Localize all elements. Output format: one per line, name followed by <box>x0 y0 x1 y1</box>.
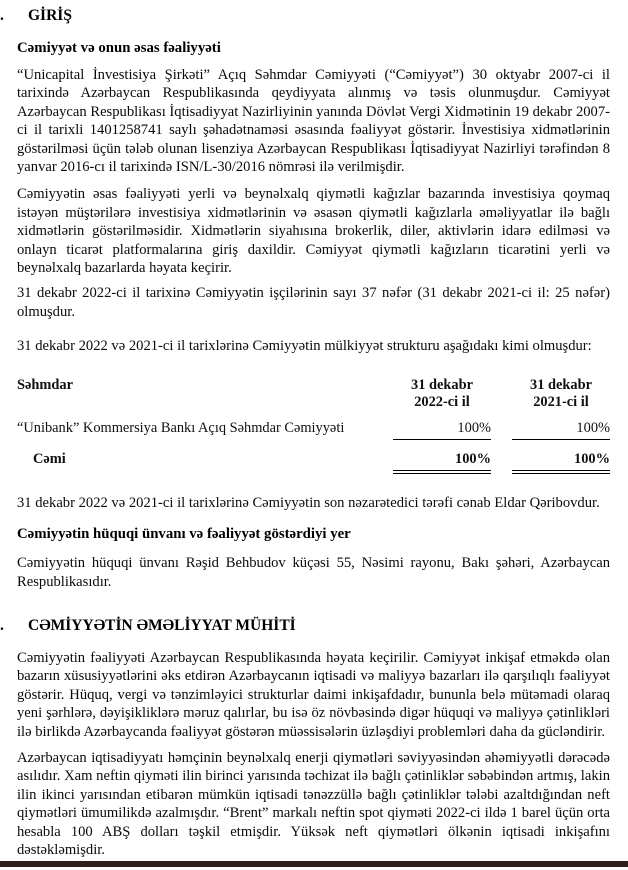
table-header-2021 <box>512 377 610 411</box>
page-bottom-bar <box>0 861 628 867</box>
table-header-2021-line2: 2021-ci il <box>533 393 589 410</box>
unibank-value-2021: 100% <box>512 420 610 440</box>
section-1-number-period: . <box>0 7 4 24</box>
section-2-title: CƏMİYYƏTİN ƏMƏLİYYAT MÜHİTİ <box>28 616 296 634</box>
section-1-title: GİRİŞ <box>28 7 72 24</box>
table-header-2022 <box>393 377 491 411</box>
total-value-2021: 100% <box>512 451 610 474</box>
table-header-2022-line1: 31 dekabr <box>411 376 473 393</box>
paragraph-oil-prices: Azərbaycan iqtisadiyyatı həmçinin beynəlxalq enerji qiymətləri səviyyəsindən əhəmiyyətli dərəcədə asılıdır. Xam neftin qiyməti ilin birinci yarısında təchizat ilə bağlı çətinliklər səbəbindən artmış, lakin ilin ikinci yarısından etibarən mümkün iqtisadi tənəzzüllə bağlı çətinliklər tələbi azaltdığından neft qiymətləri ümumilikdə azalmışdır. “Brent” markalı neftin spot qiyməti 2022-ci ildə 1 barel üçün orta hesabla 100 ABŞ dolları təşkil etmişdir. Yüksək neft qiymətləri ölkənin iqtisadi inkişafını dəstəkləmişdir. <box>17 749 610 858</box>
paragraph-legal-address: Cəmiyyətin hüquqi ünvanı Rəşid Behbudov küçəsi 55, Nəsimi rayonu, Bakı şəhəri, Azərbaycan Respublikasıdır. <box>17 555 610 590</box>
table-row-unibank <box>17 420 610 440</box>
subsection-legal-address-title: Cəmiyyətin hüquqi ünvanı və fəaliyyət göstərdiyi yer <box>17 526 351 543</box>
paragraph-operating-environment: Cəmiyyətin fəaliyyəti Azərbaycan Respublikasında həyata keçirilir. Cəmiyyət inkişaf etməkdə olan bazarın xüsusiyyətlərini əks etdirən Azərbaycanın iqtisadi və maliyyə bazarları ilə qarşılıqlı fəaliyyət göstərir. Hüquq, vergi və tənzimləyici strukturlar daimi inkişafdadır, bununla belə mütəmadi olaraq yeni şərhlərə, dəyişikliklərə məruz qalırlar, bu isə öz növbəsində digər hüquqi və maliyyə çətinlikləri ilə birlikdə Azərbaycanda fəaliyyət göstərən müəssisələrin üzləşdiyi problemləri daha da gücləndirir. <box>17 649 610 740</box>
shareholder-name: “Unibank” Kommersiya Bankı Açıq Səhmdar Cəmiyyəti <box>17 419 345 436</box>
table-header-shareholder: Səhmdar <box>17 376 73 393</box>
total-value-2022: 100% <box>393 451 491 474</box>
ownership-table-header-row <box>17 377 610 411</box>
paragraph-controlling-party: 31 dekabr 2022 və 2021-ci il tarixlərinə Cəmiyyətin son nəzarətedici tərəfi cənab Eldar Qəribovdur. <box>17 494 600 511</box>
paragraph-main-activity: Cəmiyyətin əsas fəaliyyəti yerli və beynəlxalq qiymətli kağızlar bazarında investisiya qoymaq istəyən müştərilərə investisiya xidmətlərinin və əsasən qiymətli kağızlarla əməliyyatlar ilə bağlı xidmətlərin göstərilməsidir. Xidmətlərin siyahısına brokerlik, diler, aktivlərin idarə edilməsi və onlayn ticarət platformalarına giriş daxildir. Cəmiyyət qiymətli kağızların ticarətini yerli və beynəlxalq bazarlarda həyata keçirir. <box>17 186 610 277</box>
section-2-heading <box>0 616 610 635</box>
paragraph-ownership-intro: 31 dekabr 2022 və 2021-ci il tarixlərinə Cəmiyyətin mülkiyyət strukturu aşağıdakı kimi olmuşdur: <box>17 338 592 355</box>
total-label: Cəmi <box>33 450 66 467</box>
section-1-heading <box>0 7 610 25</box>
table-header-2022-line2: 2022-ci il <box>414 393 470 410</box>
table-header-2021-line1: 31 dekabr <box>530 376 592 393</box>
unibank-value-2022: 100% <box>393 420 491 440</box>
paragraph-company-registration: “Unicapital İnvestisiya Şirkəti” Açıq Səhmdar Cəmiyyəti (“Cəmiyyət”) 30 oktyabr 2007-ci il tarixində Azərbaycan Respublikasında qeydiyyata alınmış və təsis olunmuşdur. Cəmiyyət Azərbaycan Respublikası İqtisadiyyat Nazirliyinin yanında Dövlət Vergi Xidmətinin 19 dekabr 2007-ci il tarixli 1401258741 saylı şəhadətnaməsi əsasında fəaliyyət göstərir. İnvestisiya xidmətlərinin göstərilməsi üçün tələb olunan lisenziya Azərbaycan Respublikası İqtisadiyyat Nazirliyi tərəfindən 8 yanvar 2016-cı il tarixində ISN/L-30/2016 nömrəsi ilə verilmişdir. <box>17 67 610 176</box>
paragraph-employee-count: 31 dekabr 2022-ci il tarixinə Cəmiyyətin işçilərinin sayı 37 nəfər (31 dekabr 2021-ci il: 25 nəfər) olmuşdur. <box>17 285 610 320</box>
ownership-table <box>17 377 610 474</box>
subsection-activity-title: Cəmiyyət və onun əsas fəaliyyəti <box>17 40 221 56</box>
table-row-total <box>17 451 610 474</box>
section-2-number-period: . <box>0 616 4 634</box>
